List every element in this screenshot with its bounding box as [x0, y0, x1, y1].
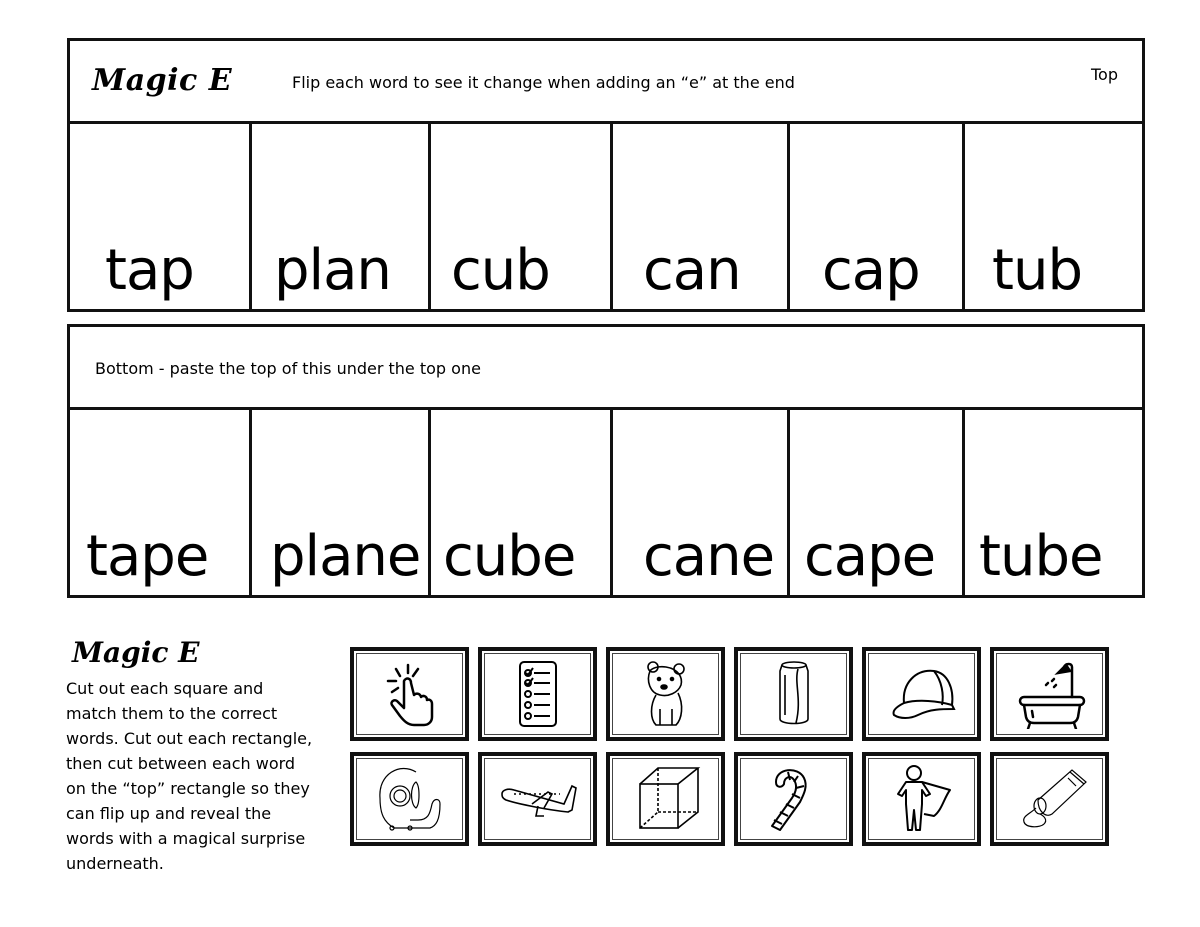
- card-plan[interactable]: [478, 647, 597, 741]
- word-tap: tap: [105, 238, 194, 303]
- worksheet-title: Magic E: [92, 63, 233, 98]
- word-cape: cape: [804, 524, 936, 589]
- cell-tape: [70, 410, 252, 595]
- flap-cub[interactable]: [431, 124, 613, 309]
- word-cane: cane: [643, 524, 775, 589]
- top-strip-header: [70, 41, 1142, 124]
- tap-finger-icon: [370, 659, 450, 729]
- card-can[interactable]: [734, 647, 853, 741]
- card-cube[interactable]: [606, 752, 725, 846]
- card-cub[interactable]: [606, 647, 725, 741]
- word-tub: tub: [992, 238, 1082, 303]
- flap-cap[interactable]: [790, 124, 965, 309]
- card-tub[interactable]: [990, 647, 1109, 741]
- word-tape: tape: [86, 524, 209, 589]
- checklist-plan-icon: [498, 659, 578, 729]
- airplane-icon: [498, 764, 578, 834]
- bathtub-icon: [1010, 659, 1090, 729]
- word-plan: plan: [274, 238, 391, 303]
- word-cap: cap: [822, 238, 920, 303]
- side-instructions: Cut out each square and match them to the correct words. Cut out each rectangle, then cut between each word on the “top” rectangle so they can flip up and reveal the words with a magical surprise underneath.: [66, 679, 313, 873]
- card-plane[interactable]: [478, 752, 597, 846]
- card-cape[interactable]: [862, 752, 981, 846]
- picture-card-grid: [350, 647, 1109, 846]
- bottom-instruction: Bottom - paste the top of this under the top one: [95, 359, 481, 378]
- flap-plan[interactable]: [252, 124, 431, 309]
- flap-can[interactable]: [613, 124, 790, 309]
- card-cane[interactable]: [734, 752, 853, 846]
- flap-tub[interactable]: [965, 124, 1142, 309]
- toothpaste-tube-icon: [1010, 764, 1090, 834]
- cube-icon: [626, 764, 706, 834]
- card-tap[interactable]: [350, 647, 469, 741]
- bottom-strip: [67, 324, 1145, 598]
- side-title: Magic E: [72, 636, 200, 669]
- flap-tap[interactable]: [70, 124, 252, 309]
- bottom-word-row: [70, 410, 1142, 595]
- baseball-cap-icon: [882, 659, 962, 729]
- superhero-cape-icon: [882, 764, 962, 834]
- bottom-strip-header: [70, 327, 1142, 410]
- word-can: can: [643, 238, 741, 303]
- card-cap[interactable]: [862, 647, 981, 741]
- top-strip: [67, 38, 1145, 312]
- soda-can-icon: [754, 659, 834, 729]
- top-label: Top: [1091, 65, 1118, 84]
- tape-dispenser-icon: [370, 764, 450, 834]
- cell-cube: [431, 410, 613, 595]
- cell-cane: [613, 410, 790, 595]
- top-word-row: [70, 124, 1142, 309]
- word-plane: plane: [270, 524, 421, 589]
- word-tube: tube: [979, 524, 1103, 589]
- top-instruction: Flip each word to see it change when adding an “e” at the end: [292, 73, 795, 92]
- cell-tube: [965, 410, 1142, 595]
- bear-cub-icon: [626, 659, 706, 729]
- candy-cane-icon: [754, 764, 834, 834]
- word-cub: cub: [451, 238, 550, 303]
- card-tape[interactable]: [350, 752, 469, 846]
- word-cube: cube: [443, 524, 576, 589]
- cell-cape: [790, 410, 965, 595]
- cell-plane: [252, 410, 431, 595]
- card-tube[interactable]: [990, 752, 1109, 846]
